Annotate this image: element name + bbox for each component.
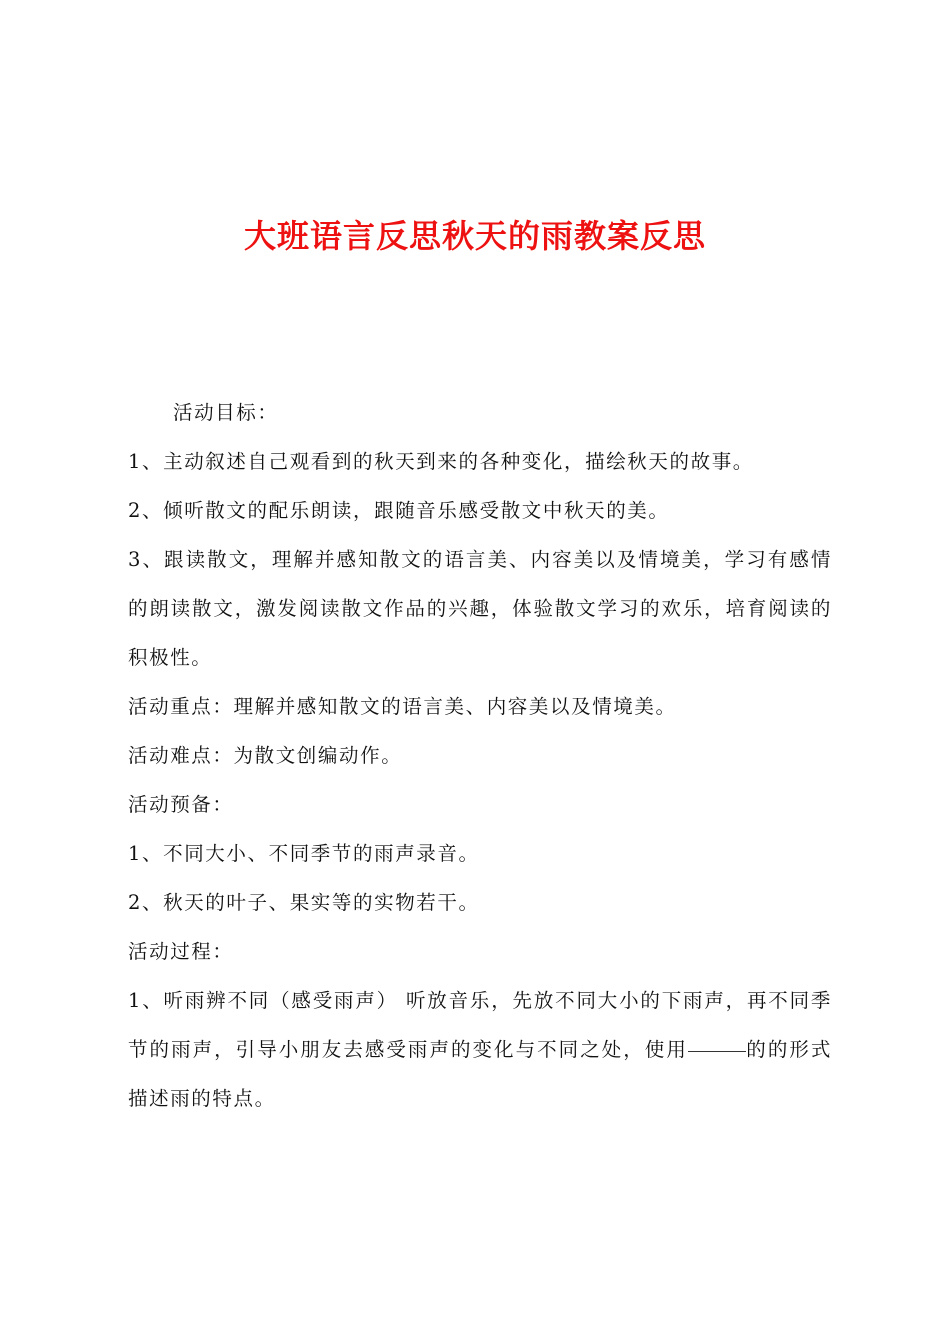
goal-item-2: 2、倾听散文的配乐朗读，跟随音乐感受散文中秋天的美。 bbox=[128, 499, 670, 522]
document-title: 大班语言反思秋天的雨教案反思 bbox=[243, 217, 706, 255]
fill-in-blank bbox=[688, 1050, 746, 1052]
document-body bbox=[128, 388, 832, 1123]
prep-heading: 活动预备： bbox=[128, 793, 234, 816]
process-item-1-text-b: 的的形式描述雨的特点。 bbox=[128, 1038, 832, 1110]
prep-item-2: 2、秋天的叶子、果实等的实物若干。 bbox=[128, 891, 480, 914]
key-point: 活动重点：理解并感知散文的语言美、内容美以及情境美。 bbox=[128, 695, 677, 718]
difficulty-point: 活动难点：为散文创编动作。 bbox=[128, 744, 403, 767]
process-heading: 活动过程： bbox=[128, 940, 234, 963]
process-item-1 bbox=[128, 976, 832, 1123]
process-item-1-text-a: 1、听雨辨不同（感受雨声） 听放音乐，先放不同大小的下雨声，再不同季节的雨声，引导小朋友去感受雨声的变化与不同之处，使用 bbox=[128, 989, 832, 1061]
goal-item-3: 3、跟读散文，理解并感知散文的语言美、内容美以及情境美，学习有感情的朗读散文，激发阅读散文作品的兴趣，体验散文学习的欢乐，培育阅读的积极性。 bbox=[128, 548, 832, 669]
goals-heading: 活动目标： bbox=[173, 401, 279, 424]
prep-item-1: 1、不同大小、不同季节的雨声录音。 bbox=[128, 842, 480, 865]
goal-item-1: 1、主动叙述自己观看到的秋天到来的各种变化，描绘秋天的故事。 bbox=[128, 450, 754, 473]
